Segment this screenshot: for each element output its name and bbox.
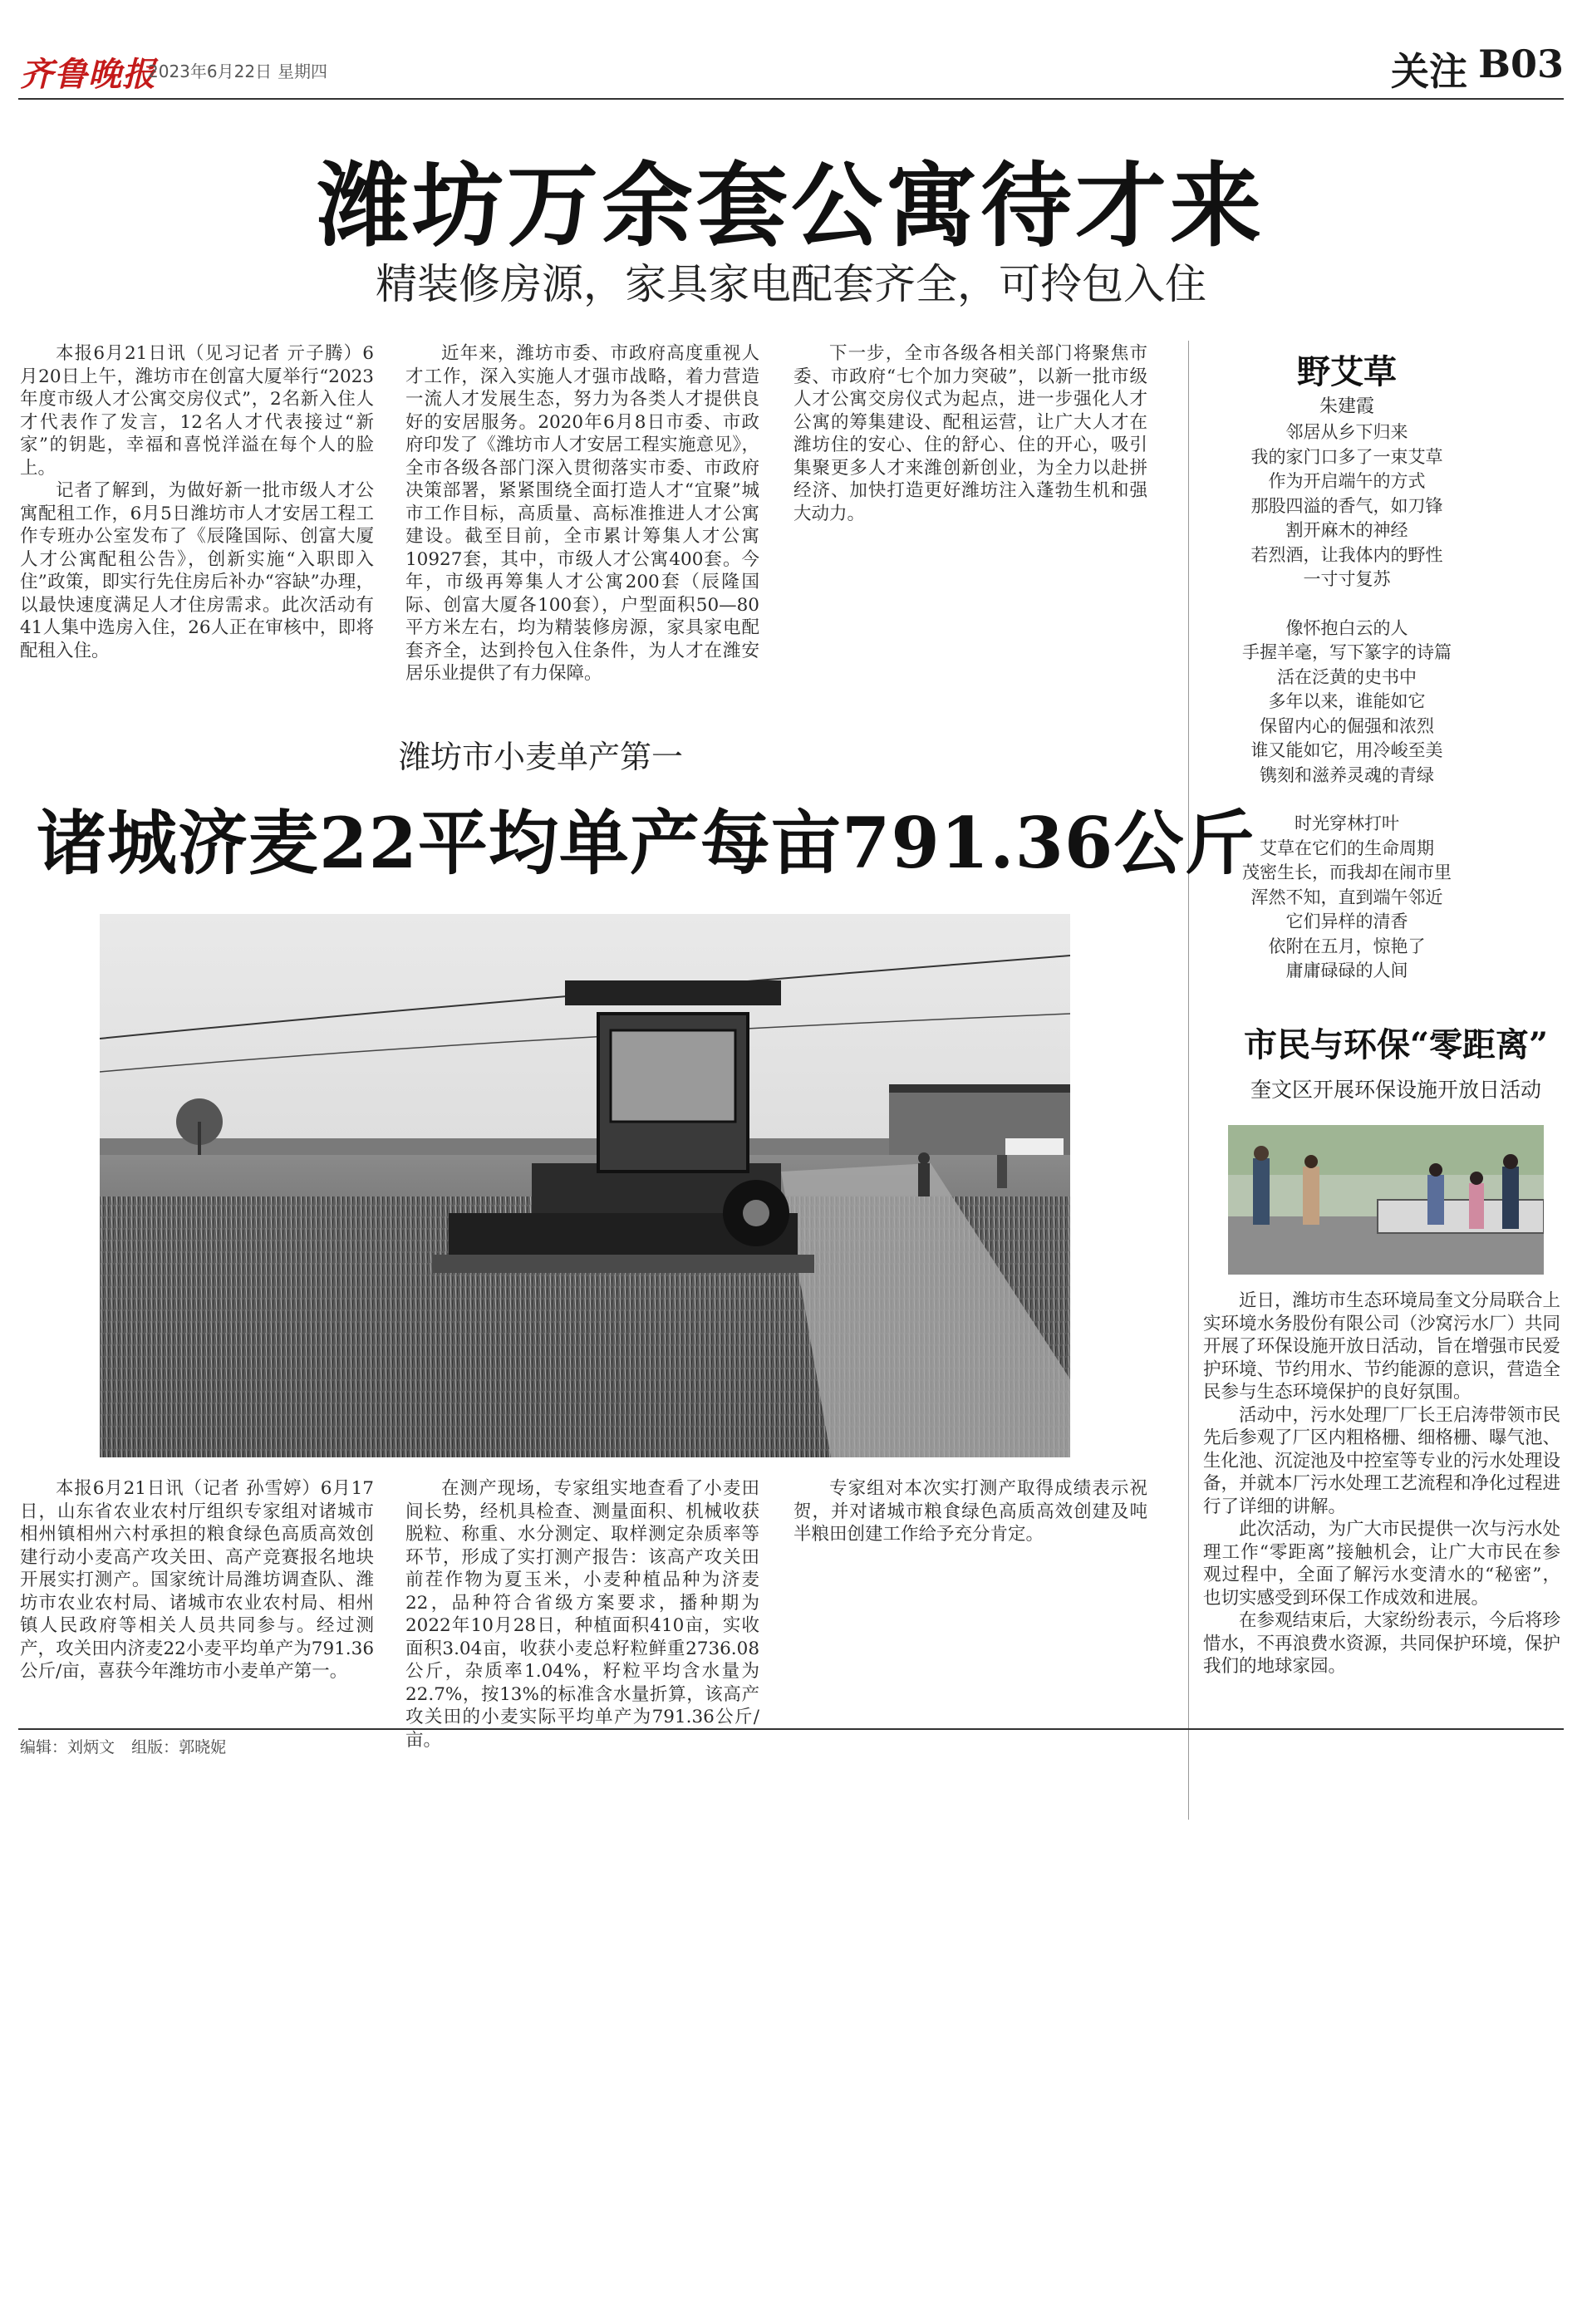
story3-paragraph: 近日，潍坊市生态环境局奎文分局联合上实环境水务股份有限公司（沙窝污水厂）共同开展了环保设施开放日活动，旨在增强市民爱护环境、节约用水、节约能源的意识，营造全民参与生态环境保护的良好氛围。 [1203,1290,1561,1403]
poem-title: 野艾草 [1297,352,1397,391]
story1-paragraph: 本报6月21日讯（见习记者 亓子腾）6月20日上午，潍坊市在创富大厦举行“2023年度市级人才公寓交房仪式”，2名新入住人才代表作了发言，12名人才代表接过“新家”的钥匙，幸福和喜悦洋溢在每个人的脸上。 [20,343,374,479]
poem-line: 保留内心的倔强和浓烈 [1260,715,1434,736]
story2-headline: 诸城济麦22平均单产每亩791.36公斤 [37,802,1255,884]
issue-weekday: 星期四 [278,61,327,81]
footer-rule [18,1728,1564,1730]
poem-line: 一寸寸复苏 [1303,569,1391,589]
footer-credits [20,1735,238,1757]
poem-line: 作为开启端午的方式 [1268,471,1426,491]
story3-paragraph: 此次活动，为广大市民提供一次与污水处理工作“零距离”接触机会，让广大市民在参观过程中，全面了解污水变清水的“秘密”，也切实感受到环保工作成效和进展。 [1203,1519,1561,1609]
column-divider [1188,341,1189,1820]
editor-credit: 编辑：刘炳文 [20,1738,115,1757]
visit-photo [1228,1125,1544,1275]
poem-line: 割开麻木的神经 [1285,520,1408,540]
story2-paragraph: 专家组对本次实打测产取得成绩表示祝贺，并对诸城市粮食绿色高质高效创建及吨半粮田创建工作给予充分肯定。 [793,1478,1147,1545]
poem-line: 艾草在它们的生命周期 [1260,838,1434,858]
poem-line: 多年以来，谁能如它 [1268,691,1426,711]
story1-paragraph: 下一步，全市各级各相关部门将聚焦市委、市政府“七个加力突破”，以新一批市级人才公寓交房仪式为起点，进一步强化人才公寓的筹集建设、配租运营，让广大人才在潍坊住的安心、住的舒心、住的开心，吸引集聚更多人才来潍创新创业，为全力以赴拼经济、加快打造更好潍坊注入蓬勃生机和强大动力。 [793,343,1147,524]
story1-column-2 [405,342,759,685]
story3-column [1203,1290,1560,1678]
poem-line: 茂密生长，而我却在闹市里 [1242,862,1452,882]
poem-line: 若烈酒，让我体内的野性 [1250,544,1443,565]
poem-line: 活在泛黄的史书中 [1277,666,1417,687]
poem-line: 庸庸碌碌的人间 [1285,961,1408,980]
story1-column-3 [793,342,1147,525]
story2-paragraph: 在测产现场，专家组实地查看了小麦田间长势，经机具检查、测量面积、机械收获脱粒、称重、水分测定、取样测定杂质率等环节，形成了实打测产报告：该高产攻关田前茬作物为夏玉米，小麦种植品种为济麦22，品种符合省级方案要求，播种期为2022年10月28日，种植面积410亩，实收面积3.04亩，收获小麦总籽粒鲜重2736.08公斤，杂质率1.04%，籽粒平均含水量为22.7%，按13%的标准含水量折算，该高产攻关田的小麦实际平均单产为791.36公斤/亩。 [405,1478,759,1751]
poem-line: 手握羊毫，写下篆字的诗篇 [1242,642,1452,662]
poem-line: 邻居从乡下归来 [1285,422,1408,442]
poem-author: 朱建霞 [1319,396,1374,417]
story1-paragraph: 近年来，潍坊市委、市政府高度重视人才工作，深入实施人才强市战略，着力营造一流人才发展生态，努力为各类人才提供良好的安居服务。2020年6月8日市委、市政府印发了《潍坊市人才安居工程实施意见》，全市各级各部门深入贯彻落实市委、市政府决策部署，紧紧围绕全面打造人才“宜聚”城市工作目标，高质量、高标准推进人才公寓建设。截至目前，全市累计筹集人才公寓10927套，其中，市级人才公寓400套。今年，市级再筹集人才公寓200套（辰隆国际、创富大厦各100套），户型面积50—80平方米左右，均为精装修房源，家具家电配套齐全，达到拎包入住条件，为人才在潍安居乐业提供了有力保障。 [405,343,759,684]
layout-credit: 组版：郭晓妮 [131,1738,227,1757]
story3-paragraph: 在参观结束后，大家纷纷表示，今后将珍惜水，不再浪费水资源，共同保护环境，保护我们的地球家园。 [1203,1610,1561,1677]
story2-column-2 [405,1477,759,1752]
poem-stanza [1226,420,1467,592]
poem-stanza [1226,812,1467,984]
poem-line: 我的家门口多了一束艾草 [1250,446,1443,467]
poem-line: 谁又能如它，用冷峻至美 [1250,740,1443,760]
poem-line: 像怀抱白云的人 [1285,617,1408,638]
story3-headline: 市民与环保“零距离” [1243,1025,1548,1064]
masthead-logo: 齐鲁晚报 [20,55,156,94]
story2-paragraph: 本报6月21日讯（记者 孙雪婷）6月17日，山东省农业农村厅组织专家组对诸城市相州镇相州六村承担的粮食绿色高质高效创建行动小麦高产攻关田、高产竞赛报名地块开展实打测产。国家统计局潍坊调查队、潍坊市农业农村局、诸城市农业农村局、相州镇人民政府等相关人员共同参与。经过测产，攻关田内济麦22小麦平均单产为791.36公斤/亩，喜获今年潍坊市小麦单产第一。 [20,1478,374,1682]
poem-line: 那股四溢的香气，如刀锋 [1250,495,1443,516]
story2-column-3 [793,1477,1147,1546]
story3-subheadline: 奎文区开展环保设施开放日活动 [1250,1078,1541,1102]
poem-line: 它们异样的清香 [1285,911,1408,931]
story1-headline: 潍坊万余套公寓待才来 [317,152,1265,259]
poem-body [1226,420,1467,1008]
poem-line: 浑然不知，直到端午邻近 [1250,887,1443,907]
page-number: B03 [1478,42,1564,86]
harvester-photo [100,914,1070,1457]
story2-column-1 [20,1477,374,1683]
section-name: 关注 [1391,49,1467,94]
story3-paragraph: 活动中，污水处理厂厂长王启涛带领市民先后参观了厂区内粗格栅、细格栅、曝气池、生化池、沉淀池及中控室等专业的污水处理设备，并就本厂污水处理工艺流程和净化过程进行了详细的讲解。 [1203,1404,1561,1517]
issue-date: 2023年6月22日 [148,61,273,81]
poem-line: 镌刻和滋养灵魂的青绿 [1260,764,1434,785]
story2-kicker: 潍坊市小麦单产第一 [399,739,684,775]
header-rule [18,98,1564,100]
poem-stanza [1226,617,1467,789]
story1-subheadline: 精装修房源，家具家电配套齐全，可拎包入住 [376,260,1206,308]
poem-line: 依附在五月，惊艳了 [1268,936,1426,956]
story1-column-1 [20,342,374,662]
poem-line: 时光穿林打叶 [1295,813,1399,833]
story1-paragraph: 记者了解到，为做好新一批市级人才公寓配租工作，6月5日潍坊市人才安居工程工作专班办公室发布了《辰隆国际、创富大厦人才公寓配租公告》，创新实施“入职即入住”政策，即实行先住房后补办“容缺”办理，以最快速度满足人才住房需求。此次活动有41人集中选房入住，26人正在审核中，即将配租入住。 [20,480,374,661]
